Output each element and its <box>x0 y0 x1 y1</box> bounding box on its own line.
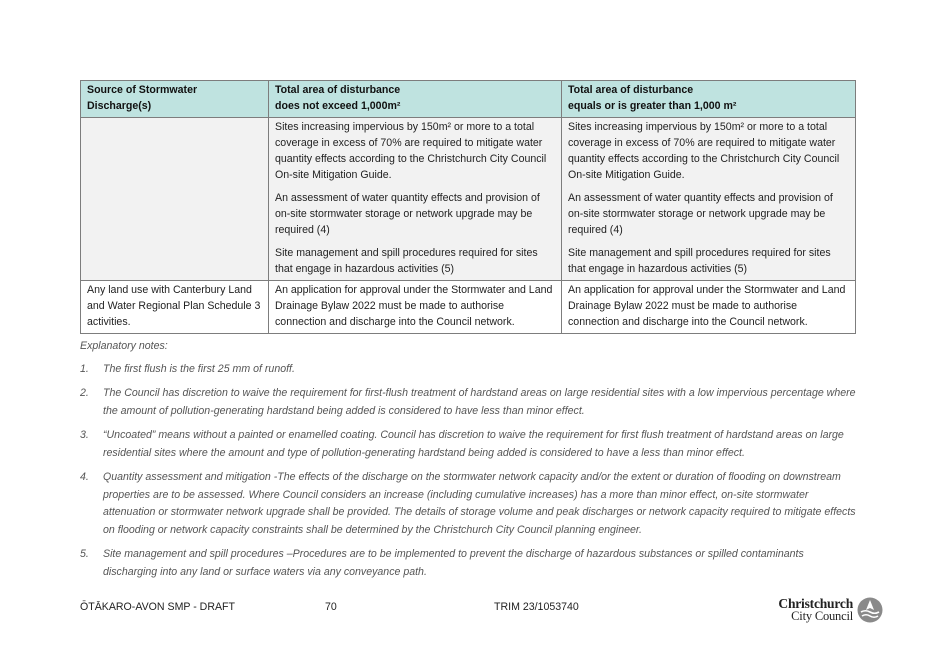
logo-wordmark <box>778 597 853 623</box>
stormwater-discharge-table <box>80 80 856 334</box>
christchurch-city-council-logo <box>768 597 883 625</box>
cell-paragraph: Site management and spill procedures required for sites that engage in hazardous activities (5) <box>568 247 831 275</box>
trim-reference: TRIM 23/1053740 <box>494 601 579 613</box>
header-over-1000-line2: equals or is greater than 1,000 m² <box>568 100 737 112</box>
header-over-1000 <box>562 81 856 118</box>
note-item <box>80 469 860 539</box>
page-footer <box>80 596 880 630</box>
council-emblem-icon <box>857 597 883 623</box>
table-cell-over-1000 <box>562 118 856 281</box>
header-under-1000 <box>269 81 562 118</box>
note-number: 3. <box>80 429 89 441</box>
note-number: 5. <box>80 548 89 560</box>
page-number: 70 <box>325 601 337 613</box>
notes-heading: Explanatory notes: <box>80 340 168 352</box>
header-source <box>81 81 269 118</box>
document-title: ŌTĀKARO-AVON SMP - DRAFT <box>80 601 235 613</box>
note-item <box>80 385 860 420</box>
note-item <box>80 427 860 462</box>
table-cell-source: Any land use with Canterbury Land and Water Regional Plan Schedule 3 activities. <box>81 281 269 334</box>
note-text: The first flush is the first 25 mm of runoff. <box>103 362 295 375</box>
header-under-1000-line1: Total area of disturbance <box>275 84 401 96</box>
note-item <box>80 546 860 581</box>
table-cell-source <box>81 118 269 281</box>
logo-line1: Christchurch <box>778 596 853 611</box>
note-number: 1. <box>80 362 89 375</box>
logo-line2: City Council <box>791 609 853 623</box>
table-cell-under-1000: An application for approval under the Stormwater and Land Drainage Bylaw 2022 must be made to authorise connection and discharge into the Council network. <box>269 281 562 334</box>
header-under-1000-line2: does not exceed 1,000m² <box>275 100 401 112</box>
header-over-1000-line1: Total area of disturbance <box>568 84 694 96</box>
table-row <box>81 118 856 281</box>
note-number: 2. <box>80 387 89 399</box>
cell-paragraph: Sites increasing impervious by 150m² or more to a total coverage in excess of 70% are required to mitigate water quantity effects according to the Christchurch City Council On-site Mitigation Guide. <box>275 121 547 181</box>
note-number: 4. <box>80 471 89 483</box>
note-item <box>80 361 860 379</box>
table-header-row <box>81 81 856 118</box>
cell-paragraph: An assessment of water quantity effects and provision of on-site stormwater storage or network upgrade may be required (4) <box>568 192 833 236</box>
cell-paragraph: An assessment of water quantity effects and provision of on-site stormwater storage or network upgrade may be required (4) <box>275 192 540 236</box>
table-cell-under-1000 <box>269 118 562 281</box>
header-source-line1: Source of Stormwater <box>87 84 198 96</box>
header-source-line2: Discharge(s) <box>87 100 152 112</box>
table-cell-over-1000: An application for approval under the Stormwater and Land Drainage Bylaw 2022 must be made to authorise connection and discharge into the Council network. <box>562 281 856 334</box>
cell-paragraph: Sites increasing impervious by 150m² or more to a total coverage in excess of 70% are required to mitigate water quantity effects according to the Christchurch City Council On-site Mitigation Guide. <box>568 121 840 181</box>
table-row <box>81 281 856 334</box>
note-text: Quantity assessment and mitigation -The effects of the discharge on the stormwater network capacity and/or the extent or duration of flooding on downstream properties are to be assessed. Where Council considers an increase (including cumulative increases) has a more than minor effect, on-site stormwater attenuation or stormwater network upgrade shall be provided. The details of storage volume and peak discharges or network capacity required to mitigate effects on flooding or network capacity constraints shall be determined by the Christchurch City Council planning engineer. <box>103 471 856 536</box>
explanatory-notes <box>80 338 860 588</box>
note-text: The Council has discretion to waive the requirement for first-flush treatment of hardstand areas on large residential sites with a low impervious percentage where the amount of pollution-generating hardstand being added is considered to have less than minor effect. <box>103 387 856 417</box>
cell-paragraph: Site management and spill procedures required for sites that engage in hazardous activities (5) <box>275 247 538 275</box>
note-text: “Uncoated” means without a painted or enamelled coating. Council has discretion to waive the requirement for first flush treatment of hardstand areas on large residential sites where the amount and type of pollution-generating hardstand being added is considered to have a less than minor effect. <box>103 429 844 459</box>
note-text: Site management and spill procedures –Procedures are to be implemented to prevent the discharge of hazardous substances or spilled contaminants discharging into any land or surface waters via any conveyance path. <box>103 548 804 578</box>
